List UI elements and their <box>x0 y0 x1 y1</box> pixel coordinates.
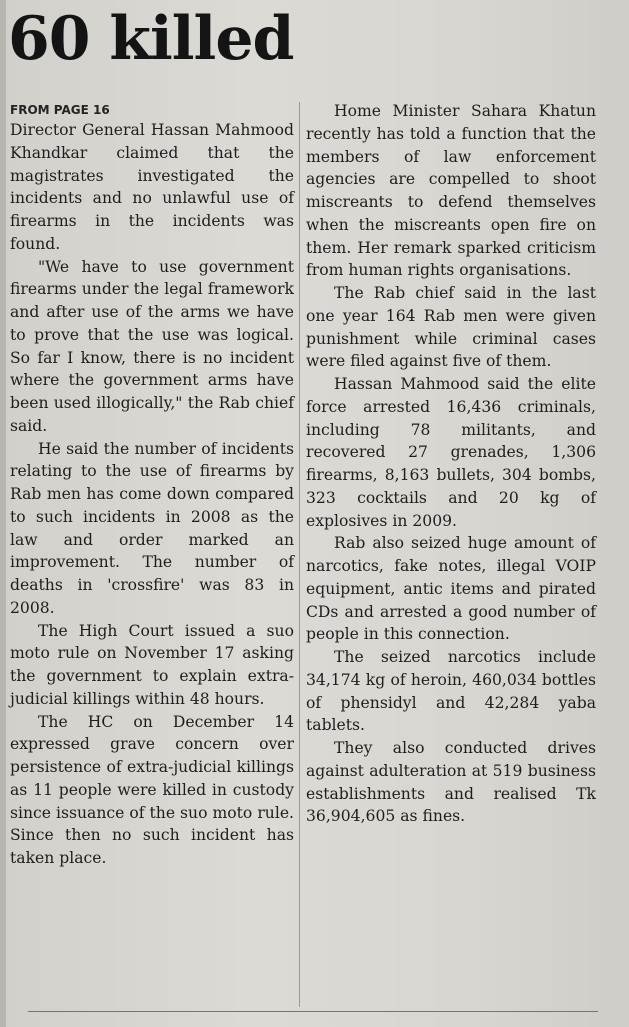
paragraph: The Rab chief said in the last one year 164 Rab men were given punishment while criminal cases were filed against five of them. <box>306 284 596 371</box>
bottom-rule <box>28 1011 598 1012</box>
dateline: FROM PAGE 16 <box>10 103 110 117</box>
paragraph: The seized narcotics include 34,174 kg of heroin, 460,034 bottles of phensidyl and 42,284 yaba tablets. <box>306 648 596 735</box>
headline: 60 killed <box>8 4 294 74</box>
paragraph: "We have to use government firearms under the legal framework and after use of the arms we have to prove that the use was logical. So far I know, there is no incident where the government arms have been used illogically," the Rab chief said. <box>10 257 294 435</box>
paragraph: The HC on December 14 expressed grave concern over persistence of extra-judicial killings as 11 people were killed in custody since issuance of the suo moto rule. Since then no such incident has taken place. <box>10 712 294 867</box>
paragraph: He said the number of incidents relating to the use of firearms by Rab men has come down compared to such incidents in 2008 as the law and order marked an improvement. The number of deaths in 'crossfire' was 83 in 2008. <box>10 439 294 617</box>
column-divider <box>299 102 300 1007</box>
paragraph: Hassan Mahmood said the elite force arrested 16,436 criminals, including 78 militants, and recovered 27 grenades, 1,306 firearms, 8,163 bullets, 304 bombs, 323 cocktails and 20 kg of explosives in 2009. <box>306 375 596 530</box>
article-column-left <box>10 100 294 870</box>
paragraph: The High Court issued a suo moto rule on November 17 asking the government to explain extra-judicial killings within 48 hours. <box>10 621 294 708</box>
paragraph: They also conducted drives against adulteration at 519 business establishments and realised Tk 36,904,605 as fines. <box>306 739 596 826</box>
paragraph: Director General Hassan Mahmood Khandkar claimed that the magistrates investigated the incidents and no unlawful use of firearms in the incidents was found. <box>10 121 294 253</box>
paragraph: Home Minister Sahara Khatun recently has told a function that the members of law enforcement agencies are compelled to shoot miscreants to defend themselves when the miscreants open fire on them. Her remark sparked criticism from human rights organisations. <box>306 102 596 280</box>
paragraph: Rab also seized huge amount of narcotics, fake notes, illegal VOIP equipment, antic items and pirated CDs and arrested a good number of people in this connection. <box>306 534 596 644</box>
article-column-right <box>306 100 596 828</box>
page-edge <box>0 0 6 1027</box>
